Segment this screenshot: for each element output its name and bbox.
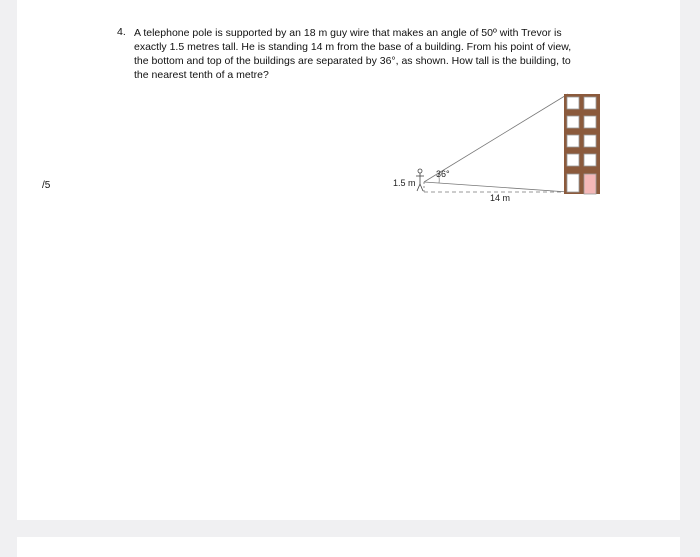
question-line-3: the bottom and top of the buildings are separated by 36°, as shown. How tall is the building, to xyxy=(134,55,571,67)
distance-label: 14 m xyxy=(490,193,511,203)
window xyxy=(567,97,579,109)
angle-label: 36° xyxy=(436,169,450,179)
window xyxy=(584,135,596,147)
building-door xyxy=(584,174,596,194)
marks-label: /5 xyxy=(42,180,51,191)
window xyxy=(584,154,596,166)
window xyxy=(567,135,579,147)
person-icon xyxy=(416,169,424,191)
question-line-4: the nearest tenth of a metre? xyxy=(134,69,269,81)
sight-line-bottom xyxy=(424,182,568,192)
window xyxy=(584,97,596,109)
window xyxy=(567,174,579,192)
window xyxy=(567,116,579,128)
building xyxy=(564,94,600,194)
next-page xyxy=(17,537,680,557)
window xyxy=(584,116,596,128)
question-text xyxy=(134,26,614,82)
window xyxy=(567,154,579,166)
question-line-1: A telephone pole is supported by an 18 m guy wire that makes an angle of 50º with Trevor is xyxy=(134,27,562,39)
question-line-2: exactly 1.5 metres tall. He is standing 14 m from the base of a building. From his point of view, xyxy=(134,41,572,53)
height-label: 1.5 m xyxy=(393,178,416,188)
triangle-diagram xyxy=(380,88,610,213)
question-number: 4. xyxy=(117,26,126,38)
